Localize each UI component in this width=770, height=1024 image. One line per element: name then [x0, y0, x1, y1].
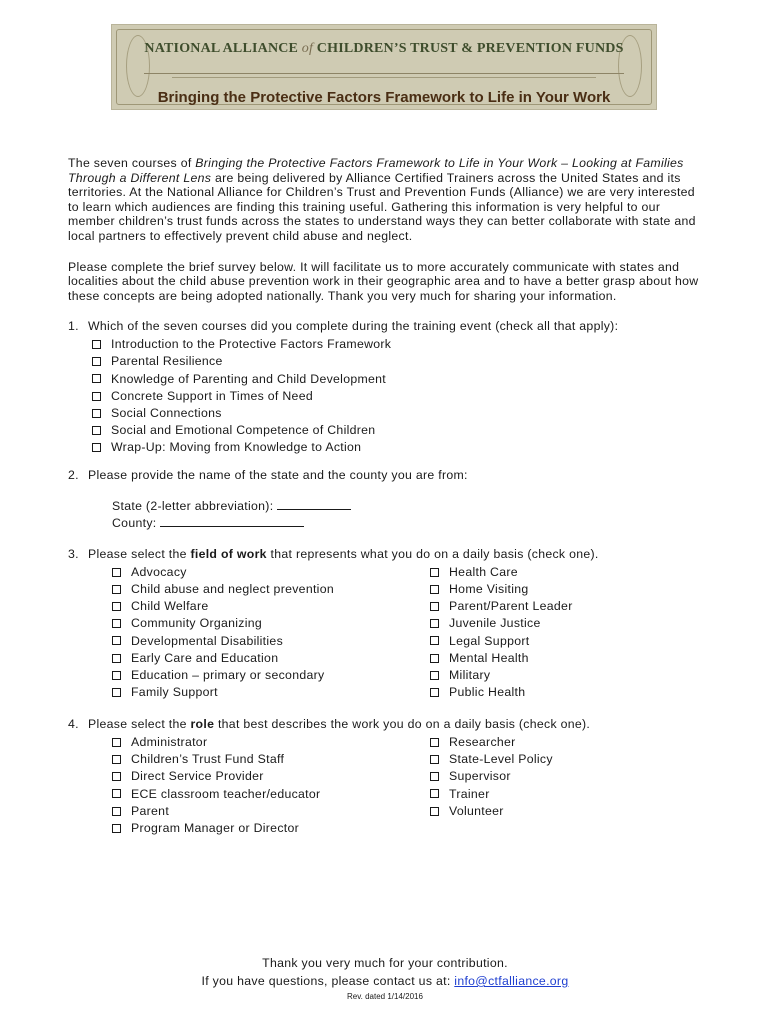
field-option[interactable]	[112, 598, 430, 615]
checkbox[interactable]	[430, 585, 439, 594]
field-option-label: Juvenile Justice	[449, 616, 541, 631]
role-option[interactable]	[112, 785, 430, 802]
question-2: 2. Please provide the name of the state and the county you are from: State (2-letter abbreviation): County:	[68, 468, 708, 531]
field-option-label: Health Care	[449, 564, 518, 579]
checkbox[interactable]	[112, 568, 121, 577]
field-option[interactable]	[430, 684, 690, 701]
role-option-label: ECE classroom teacher/educator	[131, 786, 321, 801]
field-option[interactable]	[112, 632, 430, 649]
banner-divider	[144, 73, 624, 74]
field-option[interactable]	[112, 615, 430, 632]
field-option[interactable]	[430, 564, 690, 581]
course-option-label: Introduction to the Protective Factors Framework	[111, 337, 392, 352]
course-option-label: Knowledge of Parenting and Child Development	[111, 371, 387, 386]
course-options	[92, 336, 708, 456]
header-banner	[111, 24, 657, 110]
field-option[interactable]	[430, 581, 690, 598]
role-option[interactable]	[112, 820, 430, 837]
checkbox[interactable]	[92, 392, 101, 401]
checkbox[interactable]	[92, 409, 101, 418]
course-option-label: Wrap-Up: Moving from Knowledge to Action	[111, 440, 362, 455]
checkbox[interactable]	[112, 789, 121, 798]
field-option[interactable]	[430, 632, 690, 649]
course-option[interactable]	[92, 388, 708, 405]
checkbox[interactable]	[430, 619, 439, 628]
thank-you-note: Thank you very much for your contribution.	[262, 956, 508, 970]
checkbox[interactable]	[430, 738, 439, 747]
question-1-text: Which of the seven courses did you complete during the training event (check all that apply):	[88, 319, 619, 334]
course-option[interactable]	[92, 336, 708, 353]
role-option-label: Supervisor	[449, 769, 511, 784]
field-of-work-options	[112, 564, 708, 702]
role-option-label: Volunteer	[449, 803, 504, 818]
field-option-label: Advocacy	[131, 564, 187, 579]
checkbox[interactable]	[430, 807, 439, 816]
course-option[interactable]	[92, 353, 708, 370]
course-option-label: Parental Resilience	[111, 354, 223, 369]
instructions-paragraph: Please complete the brief survey below. It will facilitate us to more accurately communicate with states and localities about the child abuse prevention work in their geographic area and to have a better grasp about how these concepts are being adopted nationally. Thank you very much for sharing your information.	[68, 259, 699, 303]
state-blank[interactable]	[277, 509, 351, 510]
checkbox[interactable]	[112, 619, 121, 628]
course-option-label: Social and Emotional Competence of Children	[111, 423, 376, 438]
banner-subtitle: Bringing the Protective Factors Framework to Life in Your Work	[157, 89, 611, 106]
checkbox[interactable]	[112, 654, 121, 663]
role-option-label: State-Level Policy	[449, 752, 553, 767]
role-option[interactable]	[430, 768, 690, 785]
field-option-label: Home Visiting	[449, 582, 529, 597]
checkbox[interactable]	[112, 671, 121, 680]
question-3: 3. Please select the field of work that represents what you do on a daily basis (check one). Advocacy Child abuse and neglect prevention Child Welfare Community Organizing Developmental Disabilities Early Care and Education Education – primary or secondary Family Support Health Care Home Visiting Parent/Parent Leader Juvenile Justice Legal Support Mental Health Military Public Health	[68, 547, 708, 701]
checkbox[interactable]	[112, 755, 121, 764]
course-option[interactable]	[92, 405, 708, 422]
checkbox[interactable]	[92, 426, 101, 435]
course-option[interactable]	[92, 422, 708, 439]
field-option[interactable]	[430, 615, 690, 632]
field-option-label: Community Organizing	[131, 616, 263, 631]
checkbox[interactable]	[112, 585, 121, 594]
contact-line: If you have questions, please contact us at: info@ctfalliance.org	[201, 974, 569, 988]
field-option-label: Early Care and Education	[131, 650, 279, 665]
contact-email-link[interactable]: info@ctfalliance.org	[454, 974, 569, 988]
field-option[interactable]	[430, 650, 690, 667]
field-option[interactable]	[112, 581, 430, 598]
checkbox[interactable]	[112, 772, 121, 781]
checkbox[interactable]	[112, 738, 121, 747]
role-option[interactable]	[430, 785, 690, 802]
field-option[interactable]	[430, 598, 690, 615]
field-option-label: Legal Support	[449, 633, 530, 648]
role-option[interactable]	[112, 768, 430, 785]
field-option[interactable]	[430, 667, 690, 684]
role-option[interactable]	[112, 734, 430, 751]
role-option[interactable]	[112, 751, 430, 768]
role-option-label: Program Manager or Director	[131, 820, 300, 835]
checkbox[interactable]	[430, 688, 439, 697]
role-option[interactable]	[430, 802, 690, 819]
banner-divider-secondary	[172, 77, 596, 78]
checkbox[interactable]	[430, 772, 439, 781]
course-option[interactable]	[92, 370, 708, 387]
role-option[interactable]	[112, 802, 430, 819]
organization-name: NATIONAL ALLIANCE of CHILDREN’S TRUST & PREVENTION FUNDS	[144, 41, 624, 56]
role-option[interactable]	[430, 751, 690, 768]
checkbox[interactable]	[430, 602, 439, 611]
checkbox[interactable]	[430, 755, 439, 764]
role-option-label: Administrator	[131, 735, 208, 750]
field-option-label: Child abuse and neglect prevention	[131, 582, 334, 597]
course-option-label: Concrete Support in Times of Need	[111, 388, 313, 403]
field-option-label: Public Health	[449, 685, 526, 700]
role-option-label: Children’s Trust Fund Staff	[131, 752, 285, 767]
field-option[interactable]	[112, 564, 430, 581]
checkbox[interactable]	[92, 374, 101, 383]
intro-paragraph: The seven courses of Bringing the Protective Factors Framework to Life in Your Work – Looking at Families Through a Different Lens are being delivered by Alliance Certified Trainers across the United States and its territories. At the National Alliance for Children’s Trust and Prevention Funds (Alliance) we are very interested to learn which audiences are finding this training useful. Gathering this information is very helpful to our member children’s trust funds across the states to understand ways they can better collaborate with state and local partners to effectively prevent child abuse and neglect.	[68, 156, 696, 243]
role-options	[112, 734, 708, 837]
field-option-label: Child Welfare	[131, 599, 209, 614]
checkbox[interactable]	[92, 443, 101, 452]
checkbox[interactable]	[92, 340, 101, 349]
county-blank[interactable]	[160, 526, 304, 527]
county-field[interactable]: County:	[112, 516, 708, 531]
checkbox[interactable]	[430, 671, 439, 680]
field-option-label: Parent/Parent Leader	[449, 599, 573, 614]
state-field[interactable]: State (2-letter abbreviation):	[112, 499, 708, 514]
role-option-label: Parent	[131, 803, 170, 818]
field-option-label: Developmental Disabilities	[131, 633, 284, 648]
course-option-label: Social Connections	[111, 405, 222, 420]
course-option[interactable]	[92, 439, 708, 456]
checkbox[interactable]	[112, 602, 121, 611]
checkbox[interactable]	[112, 636, 121, 645]
checkbox[interactable]	[430, 636, 439, 645]
checkbox[interactable]	[92, 357, 101, 366]
field-option[interactable]	[112, 667, 430, 684]
field-option[interactable]	[112, 684, 430, 701]
role-option-label: Direct Service Provider	[131, 769, 264, 784]
field-option-label: Military	[449, 668, 491, 683]
question-1: 1. Which of the seven courses did you complete during the training event (check all that apply): Introduction to the Protective Factors Framework Parental Resilience Knowledge of Parenting and Child Development Concrete Support in Times of Need Social Connections Social and Emotional Competence of Children Wrap-Up: Moving from Knowledge to Action	[68, 319, 708, 456]
survey-content	[68, 156, 708, 837]
checkbox[interactable]	[430, 568, 439, 577]
role-option-label: Trainer	[449, 786, 490, 801]
field-option[interactable]	[112, 650, 430, 667]
checkbox[interactable]	[430, 789, 439, 798]
field-option-label: Education – primary or secondary	[131, 668, 325, 683]
question-4: 4. Please select the role that best describes the work you do on a daily basis (check one). Administrator Children’s Trust Fund Staff Direct Service Provider ECE classroom teacher/educator Parent Program Manager or Director Researcher State-Level Policy Supervisor Trainer Volunteer	[68, 717, 708, 837]
question-2-text: Please provide the name of the state and the county you are from:	[88, 468, 468, 483]
field-option-label: Mental Health	[449, 650, 529, 665]
field-option-label: Family Support	[131, 685, 218, 700]
role-option[interactable]	[430, 734, 690, 751]
role-option-label: Researcher	[449, 735, 516, 750]
checkbox[interactable]	[112, 688, 121, 697]
revision-date: Rev. dated 1/14/2016	[347, 992, 423, 1001]
checkbox[interactable]	[112, 824, 121, 833]
checkbox[interactable]	[112, 807, 121, 816]
checkbox[interactable]	[430, 654, 439, 663]
